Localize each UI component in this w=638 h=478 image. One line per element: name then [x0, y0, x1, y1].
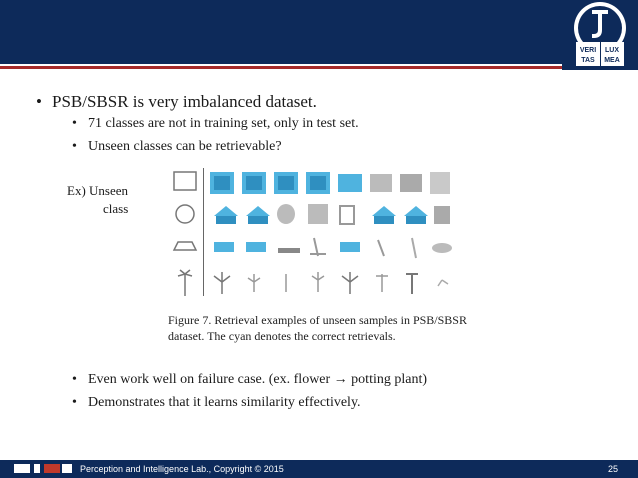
- query-row-1: [174, 172, 450, 194]
- bullet-sub-1: • 71 classes are not in training set, only in test set.: [72, 116, 359, 131]
- figure-divider: [203, 168, 204, 296]
- bullet-main-text: PSB/SBSR is very imbalanced dataset.: [52, 92, 317, 111]
- bullet-sub-3-text: Even work well on failure case. (ex. flower → potting plant): [88, 372, 428, 387]
- bullet-sub-2: • Unseen classes can be retrievable?: [72, 139, 282, 154]
- figure-caption-line1: Figure 7. Retrieval examples of unseen samples in PSB/SBSR: [168, 313, 467, 327]
- query-row-3: [174, 238, 452, 258]
- bullet-sub-3: • Even work well on failure case. (ex. flower → potting plant): [72, 372, 428, 387]
- bullet-sub-1-text: 71 classes are not in training set, only in test set.: [88, 116, 359, 131]
- example-label-line1: Ex) Unseen: [67, 183, 129, 198]
- bullet-main: • PSB/SBSR is very imbalanced dataset.: [36, 92, 317, 111]
- footer-bar: [0, 460, 638, 478]
- example-label-line2: class: [103, 201, 129, 216]
- page-number: 25: [607, 464, 618, 474]
- figure-caption-line2: dataset. The cyan denotes the correct retrievals.: [168, 329, 396, 343]
- query-row-4: [178, 270, 448, 296]
- footer-copyright: Perception and Intelligence Lab., Copyright © 2015: [80, 464, 284, 474]
- figure-caption: [168, 312, 478, 344]
- example-label: [67, 182, 128, 218]
- retrieval-figure: [168, 168, 468, 300]
- query-row-2: [176, 204, 450, 224]
- lab-logo-icon: [14, 463, 72, 474]
- svg-text:LUX: LUX: [605, 47, 619, 54]
- bullet-sub-4: • Demonstrates that it learns similarity effectively.: [72, 395, 361, 410]
- svg-text:TAS: TAS: [581, 57, 595, 64]
- bullet-sub-4-text: Demonstrates that it learns similarity effectively.: [88, 395, 361, 410]
- svg-text:MEA: MEA: [604, 57, 620, 64]
- svg-text:VERI: VERI: [579, 47, 597, 54]
- bullet-sub-2-text: Unseen classes can be retrievable?: [88, 139, 282, 154]
